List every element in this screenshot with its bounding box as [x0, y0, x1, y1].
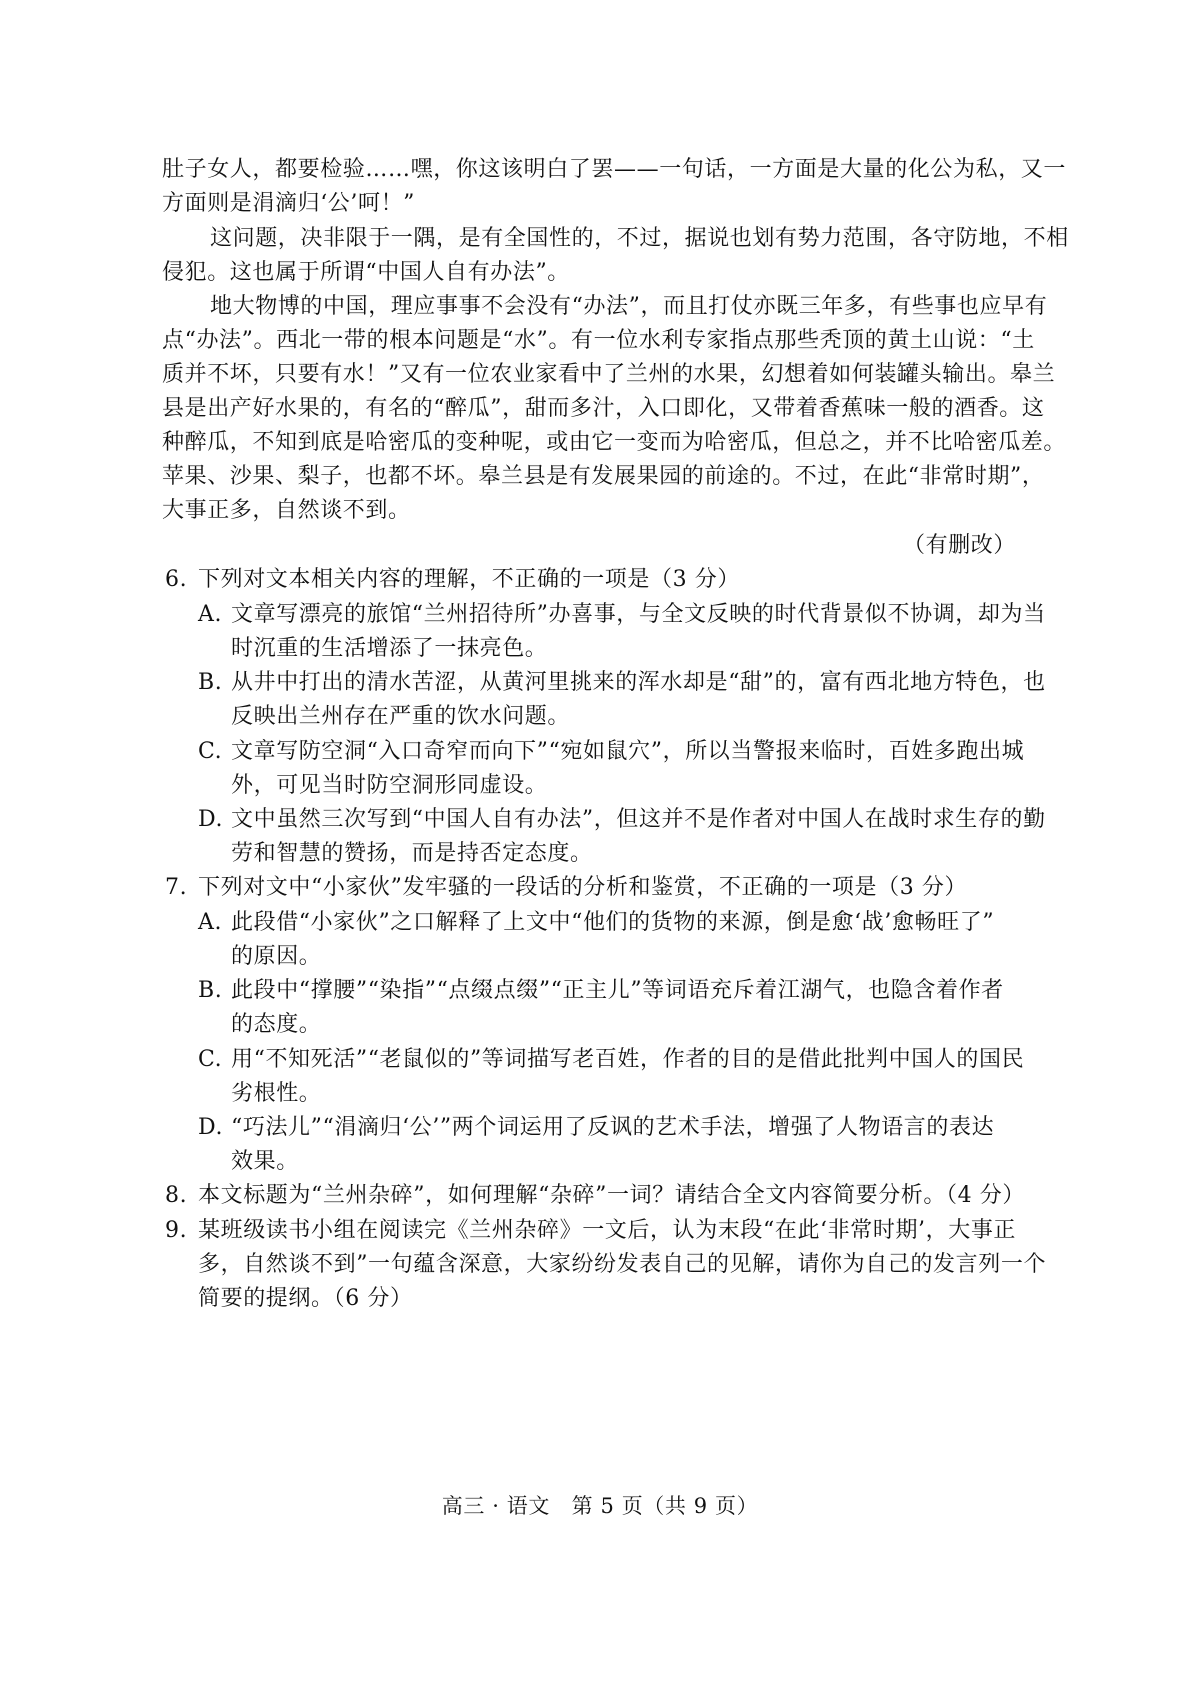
passage-line: 这问题，决非限于一隅，是有全国性的，不过，据说也划有势力范围，各守防地，不相 [210, 226, 1069, 251]
question-number: 7. [165, 875, 188, 900]
option-label: C. [198, 1047, 223, 1072]
question-number: 8. [165, 1183, 188, 1208]
question-number: 9. [165, 1218, 188, 1243]
option-label: A. [198, 910, 223, 935]
option-text: 的态度。 [231, 1012, 322, 1037]
option-text: 文章写防空洞“入口奇窄而向下”“宛如鼠穴”，所以当警报来临时，百姓多跑出城 [231, 739, 1025, 764]
option-text: 从井中打出的清水苦涩，从黄河里挑来的浑水却是“甜”的，富有西北地方特色，也 [231, 670, 1046, 695]
option-text: 劳和智慧的赞扬，而是持否定态度。 [231, 841, 593, 866]
option-text: 时沉重的生活增添了一抹亮色。 [231, 636, 548, 661]
passage-line: 侵犯。这也属于所谓“中国人自有办法”。 [162, 260, 570, 285]
passage-line: 方面则是涓滴归‘公’呵！” [162, 191, 416, 216]
option-text: 文章写漂亮的旅馆“兰州招待所”办喜事，与全文反映的时代背景似不协调，却为当 [231, 602, 1046, 627]
passage-line: 点“办法”。西北一带的根本问题是“水”。有一位水利专家指点那些秃顶的黄土山说：“土 [162, 328, 1035, 353]
question-stem: 下列对文中“小家伙”发牢骚的一段话的分析和鉴赏，不正确的一项是（3 分） [198, 875, 968, 900]
question-stem: 本文标题为“兰州杂碎”，如何理解“杂碎”一词？请结合全文内容简要分析。（4 分） [198, 1183, 1025, 1208]
option-text: 劣根性。 [231, 1081, 322, 1106]
option-text: 外，可见当时防空洞形同虚设。 [231, 773, 548, 798]
option-text: “巧法儿”“涓滴归‘公’”两个词运用了反讽的艺术手法，增强了人物语言的表达 [231, 1115, 995, 1140]
passage-line: 地大物博的中国，理应事事不会没有“办法”，而且打仗亦既三年多，有些事也应早有 [210, 294, 1048, 319]
question-stem: 多，自然谈不到”一句蕴含深意，大家纷纷发表自己的见解，请你为自己的发言列一个 [198, 1252, 1047, 1277]
option-label: D. [198, 1115, 224, 1140]
option-label: D. [198, 807, 224, 832]
option-text: 此段中“撑腰”“染指”“点缀点缀”“正主儿”等词语充斥着江湖气，也隐含着作者 [231, 978, 1004, 1003]
question-number: 6. [165, 567, 188, 592]
option-text: 的原因。 [231, 944, 322, 969]
option-label: B. [198, 978, 223, 1003]
option-text: 反映出兰州存在严重的饮水问题。 [231, 704, 571, 729]
passage-line: 县是出产好水果的，有名的“醉瓜”，甜而多汁，入口即化，又带着香蕉味一般的酒香。这 [162, 396, 1045, 421]
option-text: 用“不知死活”“老鼠似的”等词描写老百姓，作者的目的是借此批判中国人的国民 [231, 1047, 1025, 1072]
option-text: 文中虽然三次写到“中国人自有办法”，但这并不是作者对中国人在战时求生存的勤 [231, 807, 1046, 832]
passage-line: 种醉瓜，不知到底是哈密瓜的变种呢，或由它一变而为哈密瓜，但总之，并不比哈密瓜差。 [162, 430, 1067, 455]
page-footer: 高三 · 语文 第 5 页（共 9 页） [441, 1494, 759, 1518]
passage-line: 肚子女人，都要检验……嘿，你这该明白了罢——一句话，一方面是大量的化公为私，又一 [162, 157, 1067, 182]
edit-note: （有删改） [902, 533, 1016, 558]
question-stem: 某班级读书小组在阅读完《兰州杂碎》一文后，认为末段“在此‘非常时期’，大事正 [198, 1218, 1017, 1243]
question-stem: 下列对文本相关内容的理解，不正确的一项是（3 分） [198, 567, 740, 592]
option-label: A. [198, 602, 223, 627]
option-label: B. [198, 670, 223, 695]
option-label: C. [198, 739, 223, 764]
question-stem: 简要的提纲。（6 分） [198, 1286, 413, 1311]
passage-line: 质并不坏，只要有水！”又有一位农业家看中了兰州的水果，幻想着如何装罐头输出。皋兰 [162, 362, 1056, 387]
option-text: 效果。 [231, 1149, 299, 1174]
passage-line: 苹果、沙果、梨子，也都不坏。皋兰县是有发展果园的前途的。不过，在此“非常时期”， [162, 464, 1045, 489]
option-text: 此段借“小家伙”之口解释了上文中“他们的货物的来源，倒是愈‘战’愈畅旺了” [231, 910, 995, 935]
passage-line: 大事正多，自然谈不到。 [162, 498, 411, 523]
